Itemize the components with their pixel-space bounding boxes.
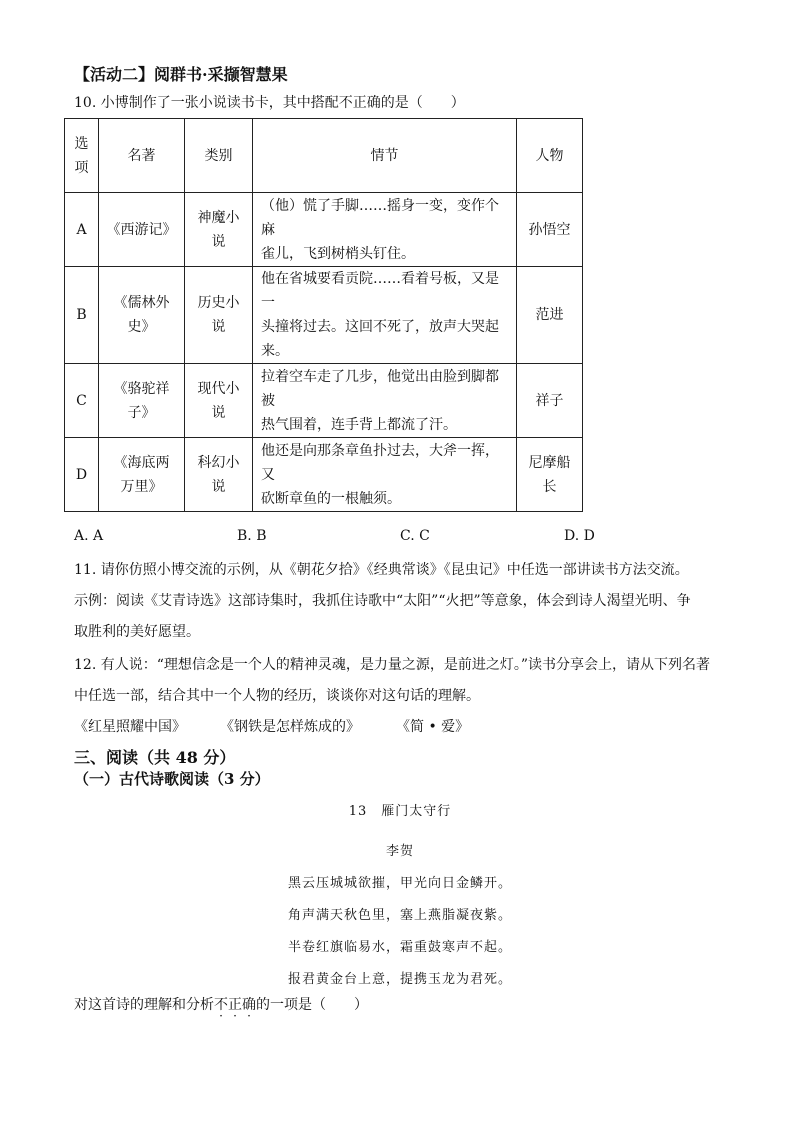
table-row <box>65 193 583 267</box>
row-option: C <box>65 364 99 438</box>
row-genre: 科幻小 说 <box>185 438 253 512</box>
row-book: 《西游记》 <box>99 193 185 267</box>
row-option: A <box>65 193 99 267</box>
row-book: 《儒林外 史》 <box>99 267 185 364</box>
section-3-subtitle: （一）古代诗歌阅读（3 分） <box>74 770 270 788</box>
row-plot: 拉着空车走了几步，他觉出由脸到脚都被 热气围着，连手背上都流了汗。 <box>253 364 517 438</box>
question-11-example-cont: 取胜利的美好愿望。 <box>74 624 200 640</box>
row-character: 孙悟空 <box>517 193 583 267</box>
header-genre: 类别 <box>185 119 253 193</box>
row-plot: 他在省城要看贡院……看着号板，又是一 头撞将过去。这回不死了，放声大哭起来。 <box>253 267 517 364</box>
reading-card-table <box>64 118 583 512</box>
choice-b[interactable]: B. B <box>237 528 267 544</box>
row-plot: （他）慌了手脚……摇身一变，变作个麻 雀儿，飞到树梢头钉住。 <box>253 193 517 267</box>
poem-line-1: 黑云压城城欲摧，甲光向日金鳞开。 <box>287 876 512 891</box>
emphasis-char: 确 <box>242 997 256 1013</box>
row-character: 祥子 <box>517 364 583 438</box>
row-character: 尼摩船 长 <box>517 438 583 512</box>
row-book: 《海底两 万里》 <box>99 438 185 512</box>
book-option-1: 《红星照耀中国》 <box>74 719 186 735</box>
question-13-suffix: 的一项是（ ） <box>256 997 368 1013</box>
row-plot: 他还是向那条章鱼扑过去，大斧一挥，又 砍断章鱼的一根触须。 <box>253 438 517 512</box>
poem-line-4: 报君黄金台上意，提携玉龙为君死。 <box>287 972 512 987</box>
row-genre: 历史小 说 <box>185 267 253 364</box>
emphasis-char: 不 <box>214 997 228 1013</box>
poem-title: 13 雁门太守行 <box>348 804 452 819</box>
row-book: 《骆驼祥 子》 <box>99 364 185 438</box>
book-option-3: 《简 • 爱》 <box>396 719 470 735</box>
question-13-stem <box>74 994 368 1014</box>
row-character: 范进 <box>517 267 583 364</box>
poem-line-2: 角声满天秋色里，塞上燕脂凝夜紫。 <box>287 908 512 923</box>
header-character: 人物 <box>517 119 583 193</box>
choice-d[interactable]: D. D <box>564 528 595 544</box>
header-option: 选 项 <box>65 119 99 193</box>
poem-author: 李贺 <box>385 844 414 859</box>
row-option: B <box>65 267 99 364</box>
table-row <box>65 438 583 512</box>
header-plot: 情节 <box>253 119 517 193</box>
table-row <box>65 364 583 438</box>
choice-a[interactable]: A. A <box>74 528 104 544</box>
question-10-stem: 10. 小博制作了一张小说读书卡，其中搭配不正确的是（ ） <box>74 95 465 111</box>
row-option: D <box>65 438 99 512</box>
poem-line-3: 半卷红旗临易水，霜重鼓寒声不起。 <box>287 940 512 955</box>
emphasis-char: 正 <box>228 997 242 1013</box>
table-row <box>65 267 583 364</box>
row-genre: 神魔小 说 <box>185 193 253 267</box>
question-12-line2: 中任选一部，结合其中一个人物的经历，谈谈你对这句话的理解。 <box>74 688 480 704</box>
section-3-title: 三、阅读（共 48 分） <box>74 748 236 767</box>
question-11-stem: 11. 请你仿照小博交流的示例，从《朝花夕拾》《经典常谈》《昆虫记》中任选一部讲读书方法交流。 <box>74 562 689 578</box>
question-11-example: 示例：阅读《艾青诗选》这部诗集时，我抓住诗歌中“太阳”“火把”等意象，体会到诗人渴望光明、争 <box>74 593 691 609</box>
question-13-prefix: 对这首诗的理解和分析 <box>74 997 214 1013</box>
book-option-2: 《钢铁是怎样炼成的》 <box>220 719 360 735</box>
question-12-line1: 12. 有人说：“理想信念是一个人的精神灵魂，是力量之源，是前进之灯。”读书分享会上，请从下列名著 <box>74 657 711 673</box>
choice-c[interactable]: C. C <box>400 528 430 544</box>
row-genre: 现代小 说 <box>185 364 253 438</box>
table-header-row <box>65 119 583 193</box>
header-book: 名著 <box>99 119 185 193</box>
activity-title: 【活动二】阅群书·采撷智慧果 <box>74 65 288 84</box>
